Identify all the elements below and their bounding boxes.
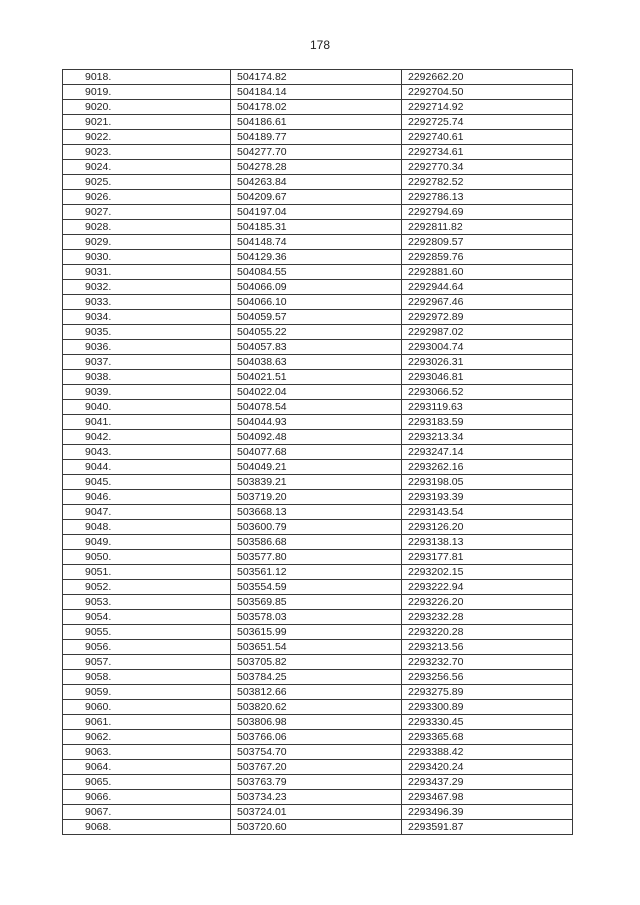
- y-coordinate-cell: 2292967.46: [402, 295, 573, 310]
- y-coordinate-cell: 2292794.69: [402, 205, 573, 220]
- y-coordinate-cell: 2293183.59: [402, 415, 573, 430]
- point-number-cell: 9022.: [63, 130, 231, 145]
- table-row: [63, 820, 573, 835]
- table-row: [63, 385, 573, 400]
- table-row: [63, 490, 573, 505]
- table-row: [63, 370, 573, 385]
- y-coordinate-cell: 2293177.81: [402, 550, 573, 565]
- point-number-cell: 9059.: [63, 685, 231, 700]
- point-number-cell: 9025.: [63, 175, 231, 190]
- x-coordinate-cell: 503720.60: [231, 820, 402, 835]
- point-number-cell: 9028.: [63, 220, 231, 235]
- x-coordinate-cell: 504185.31: [231, 220, 402, 235]
- table-row: [63, 790, 573, 805]
- point-number-cell: 9062.: [63, 730, 231, 745]
- x-coordinate-cell: 503719.20: [231, 490, 402, 505]
- y-coordinate-cell: 2292987.02: [402, 325, 573, 340]
- table-row: [63, 625, 573, 640]
- table-row: [63, 235, 573, 250]
- x-coordinate-cell: 503806.98: [231, 715, 402, 730]
- table-row: [63, 700, 573, 715]
- x-coordinate-cell: 503569.85: [231, 595, 402, 610]
- y-coordinate-cell: 2293226.20: [402, 595, 573, 610]
- x-coordinate-cell: 504038.63: [231, 355, 402, 370]
- y-coordinate-cell: 2293262.16: [402, 460, 573, 475]
- point-number-cell: 9045.: [63, 475, 231, 490]
- table-row: [63, 250, 573, 265]
- point-number-cell: 9033.: [63, 295, 231, 310]
- point-number-cell: 9037.: [63, 355, 231, 370]
- y-coordinate-cell: 2293388.42: [402, 745, 573, 760]
- table-row: [63, 565, 573, 580]
- y-coordinate-cell: 2293275.89: [402, 685, 573, 700]
- table-row: [63, 130, 573, 145]
- point-number-cell: 9067.: [63, 805, 231, 820]
- table-row: [63, 70, 573, 85]
- table-row: [63, 430, 573, 445]
- x-coordinate-cell: 503754.70: [231, 745, 402, 760]
- point-number-cell: 9058.: [63, 670, 231, 685]
- table-row: [63, 715, 573, 730]
- x-coordinate-cell: 504021.51: [231, 370, 402, 385]
- y-coordinate-cell: 2292809.57: [402, 235, 573, 250]
- y-coordinate-cell: 2293232.70: [402, 655, 573, 670]
- x-coordinate-cell: 503600.79: [231, 520, 402, 535]
- y-coordinate-cell: 2292944.64: [402, 280, 573, 295]
- x-coordinate-cell: 504278.28: [231, 160, 402, 175]
- x-coordinate-cell: 504184.14: [231, 85, 402, 100]
- y-coordinate-cell: 2293420.24: [402, 760, 573, 775]
- y-coordinate-cell: 2293004.74: [402, 340, 573, 355]
- y-coordinate-cell: 2292714.92: [402, 100, 573, 115]
- y-coordinate-cell: 2293119.63: [402, 400, 573, 415]
- x-coordinate-cell: 503615.99: [231, 625, 402, 640]
- x-coordinate-cell: 503578.03: [231, 610, 402, 625]
- point-number-cell: 9031.: [63, 265, 231, 280]
- table-row: [63, 775, 573, 790]
- y-coordinate-cell: 2293213.56: [402, 640, 573, 655]
- point-number-cell: 9038.: [63, 370, 231, 385]
- table-row: [63, 340, 573, 355]
- point-number-cell: 9023.: [63, 145, 231, 160]
- y-coordinate-cell: 2293330.45: [402, 715, 573, 730]
- page-number: 178: [309, 38, 331, 52]
- y-coordinate-cell: 2293232.28: [402, 610, 573, 625]
- y-coordinate-cell: 2293591.87: [402, 820, 573, 835]
- table-row: [63, 760, 573, 775]
- table-row: [63, 730, 573, 745]
- table-row: [63, 475, 573, 490]
- x-coordinate-cell: 503839.21: [231, 475, 402, 490]
- y-coordinate-cell: 2293247.14: [402, 445, 573, 460]
- point-number-cell: 9030.: [63, 250, 231, 265]
- point-number-cell: 9036.: [63, 340, 231, 355]
- point-number-cell: 9041.: [63, 415, 231, 430]
- x-coordinate-cell: 504078.54: [231, 400, 402, 415]
- point-number-cell: 9051.: [63, 565, 231, 580]
- x-coordinate-cell: 504022.04: [231, 385, 402, 400]
- point-number-cell: 9057.: [63, 655, 231, 670]
- point-number-cell: 9047.: [63, 505, 231, 520]
- table-row: [63, 160, 573, 175]
- y-coordinate-cell: 2292704.50: [402, 85, 573, 100]
- y-coordinate-cell: 2293046.81: [402, 370, 573, 385]
- table-row: [63, 265, 573, 280]
- table-row: [63, 205, 573, 220]
- table-row: [63, 415, 573, 430]
- table-row: [63, 190, 573, 205]
- table-row: [63, 445, 573, 460]
- x-coordinate-cell: 504277.70: [231, 145, 402, 160]
- x-coordinate-cell: 504263.84: [231, 175, 402, 190]
- x-coordinate-cell: 504092.48: [231, 430, 402, 445]
- table-row: [63, 505, 573, 520]
- y-coordinate-cell: 2293126.20: [402, 520, 573, 535]
- x-coordinate-cell: 504209.67: [231, 190, 402, 205]
- point-number-cell: 9026.: [63, 190, 231, 205]
- x-coordinate-cell: 503812.66: [231, 685, 402, 700]
- point-number-cell: 9068.: [63, 820, 231, 835]
- table-row: [63, 145, 573, 160]
- point-number-cell: 9032.: [63, 280, 231, 295]
- x-coordinate-cell: 503820.62: [231, 700, 402, 715]
- x-coordinate-cell: 504055.22: [231, 325, 402, 340]
- y-coordinate-cell: 2293143.54: [402, 505, 573, 520]
- point-number-cell: 9043.: [63, 445, 231, 460]
- table-row: [63, 535, 573, 550]
- y-coordinate-cell: 2293220.28: [402, 625, 573, 640]
- point-number-cell: 9018.: [63, 70, 231, 85]
- point-number-cell: 9020.: [63, 100, 231, 115]
- y-coordinate-cell: 2293437.29: [402, 775, 573, 790]
- point-number-cell: 9049.: [63, 535, 231, 550]
- x-coordinate-cell: 504129.36: [231, 250, 402, 265]
- table-row: [63, 85, 573, 100]
- point-number-cell: 9034.: [63, 310, 231, 325]
- x-coordinate-cell: 503705.82: [231, 655, 402, 670]
- table-row: [63, 220, 573, 235]
- point-number-cell: 9052.: [63, 580, 231, 595]
- x-coordinate-cell: 503554.59: [231, 580, 402, 595]
- x-coordinate-cell: 504084.55: [231, 265, 402, 280]
- y-coordinate-cell: 2292662.20: [402, 70, 573, 85]
- point-number-cell: 9024.: [63, 160, 231, 175]
- table-row: [63, 400, 573, 415]
- x-coordinate-cell: 503766.06: [231, 730, 402, 745]
- point-number-cell: 9035.: [63, 325, 231, 340]
- y-coordinate-cell: 2292811.82: [402, 220, 573, 235]
- y-coordinate-cell: 2293365.68: [402, 730, 573, 745]
- y-coordinate-cell: 2293193.39: [402, 490, 573, 505]
- x-coordinate-cell: 504077.68: [231, 445, 402, 460]
- point-number-cell: 9056.: [63, 640, 231, 655]
- x-coordinate-cell: 503767.20: [231, 760, 402, 775]
- x-coordinate-cell: 504148.74: [231, 235, 402, 250]
- point-number-cell: 9040.: [63, 400, 231, 415]
- table-row: [63, 115, 573, 130]
- x-coordinate-cell: 504066.09: [231, 280, 402, 295]
- table-row: [63, 355, 573, 370]
- table-row: [63, 655, 573, 670]
- y-coordinate-cell: 2292770.34: [402, 160, 573, 175]
- point-number-cell: 9042.: [63, 430, 231, 445]
- table-row: [63, 670, 573, 685]
- x-coordinate-cell: 504189.77: [231, 130, 402, 145]
- y-coordinate-cell: 2292881.60: [402, 265, 573, 280]
- y-coordinate-cell: 2293202.15: [402, 565, 573, 580]
- point-number-cell: 9061.: [63, 715, 231, 730]
- table-row: [63, 460, 573, 475]
- table-row: [63, 745, 573, 760]
- x-coordinate-cell: 504057.83: [231, 340, 402, 355]
- y-coordinate-cell: 2293213.34: [402, 430, 573, 445]
- table-row: [63, 595, 573, 610]
- point-number-cell: 9063.: [63, 745, 231, 760]
- point-number-cell: 9053.: [63, 595, 231, 610]
- point-number-cell: 9048.: [63, 520, 231, 535]
- x-coordinate-cell: 504059.57: [231, 310, 402, 325]
- y-coordinate-cell: 2292740.61: [402, 130, 573, 145]
- x-coordinate-cell: 504178.02: [231, 100, 402, 115]
- y-coordinate-cell: 2292734.61: [402, 145, 573, 160]
- point-number-cell: 9019.: [63, 85, 231, 100]
- point-number-cell: 9066.: [63, 790, 231, 805]
- x-coordinate-cell: 503668.13: [231, 505, 402, 520]
- y-coordinate-cell: 2292725.74: [402, 115, 573, 130]
- table-row: [63, 310, 573, 325]
- point-number-cell: 9039.: [63, 385, 231, 400]
- table-row: [63, 640, 573, 655]
- point-number-cell: 9064.: [63, 760, 231, 775]
- y-coordinate-cell: 2293138.13: [402, 535, 573, 550]
- x-coordinate-cell: 504044.93: [231, 415, 402, 430]
- y-coordinate-cell: 2293300.89: [402, 700, 573, 715]
- y-coordinate-cell: 2292782.52: [402, 175, 573, 190]
- point-number-cell: 9044.: [63, 460, 231, 475]
- y-coordinate-cell: 2292972.89: [402, 310, 573, 325]
- point-number-cell: 9046.: [63, 490, 231, 505]
- table-row: [63, 175, 573, 190]
- table-row: [63, 550, 573, 565]
- table-row: [63, 610, 573, 625]
- table-row: [63, 100, 573, 115]
- x-coordinate-cell: 503734.23: [231, 790, 402, 805]
- table-row: [63, 295, 573, 310]
- coordinates-table-body: [63, 70, 573, 835]
- point-number-cell: 9060.: [63, 700, 231, 715]
- y-coordinate-cell: 2293496.39: [402, 805, 573, 820]
- point-number-cell: 9027.: [63, 205, 231, 220]
- coordinates-table: [62, 69, 573, 835]
- y-coordinate-cell: 2293198.05: [402, 475, 573, 490]
- x-coordinate-cell: 503561.12: [231, 565, 402, 580]
- point-number-cell: 9021.: [63, 115, 231, 130]
- point-number-cell: 9050.: [63, 550, 231, 565]
- table-row: [63, 325, 573, 340]
- table-row: [63, 685, 573, 700]
- x-coordinate-cell: 503784.25: [231, 670, 402, 685]
- table-row: [63, 805, 573, 820]
- y-coordinate-cell: 2292859.76: [402, 250, 573, 265]
- y-coordinate-cell: 2293026.31: [402, 355, 573, 370]
- y-coordinate-cell: 2292786.13: [402, 190, 573, 205]
- x-coordinate-cell: 503586.68: [231, 535, 402, 550]
- x-coordinate-cell: 503577.80: [231, 550, 402, 565]
- y-coordinate-cell: 2293066.52: [402, 385, 573, 400]
- point-number-cell: 9055.: [63, 625, 231, 640]
- y-coordinate-cell: 2293222.94: [402, 580, 573, 595]
- x-coordinate-cell: 504066.10: [231, 295, 402, 310]
- y-coordinate-cell: 2293256.56: [402, 670, 573, 685]
- point-number-cell: 9054.: [63, 610, 231, 625]
- table-row: [63, 580, 573, 595]
- y-coordinate-cell: 2293467.98: [402, 790, 573, 805]
- x-coordinate-cell: 504049.21: [231, 460, 402, 475]
- table-row: [63, 280, 573, 295]
- table-row: [63, 520, 573, 535]
- x-coordinate-cell: 503724.01: [231, 805, 402, 820]
- point-number-cell: 9065.: [63, 775, 231, 790]
- x-coordinate-cell: 504186.61: [231, 115, 402, 130]
- x-coordinate-cell: 504174.82: [231, 70, 402, 85]
- x-coordinate-cell: 504197.04: [231, 205, 402, 220]
- x-coordinate-cell: 503763.79: [231, 775, 402, 790]
- point-number-cell: 9029.: [63, 235, 231, 250]
- x-coordinate-cell: 503651.54: [231, 640, 402, 655]
